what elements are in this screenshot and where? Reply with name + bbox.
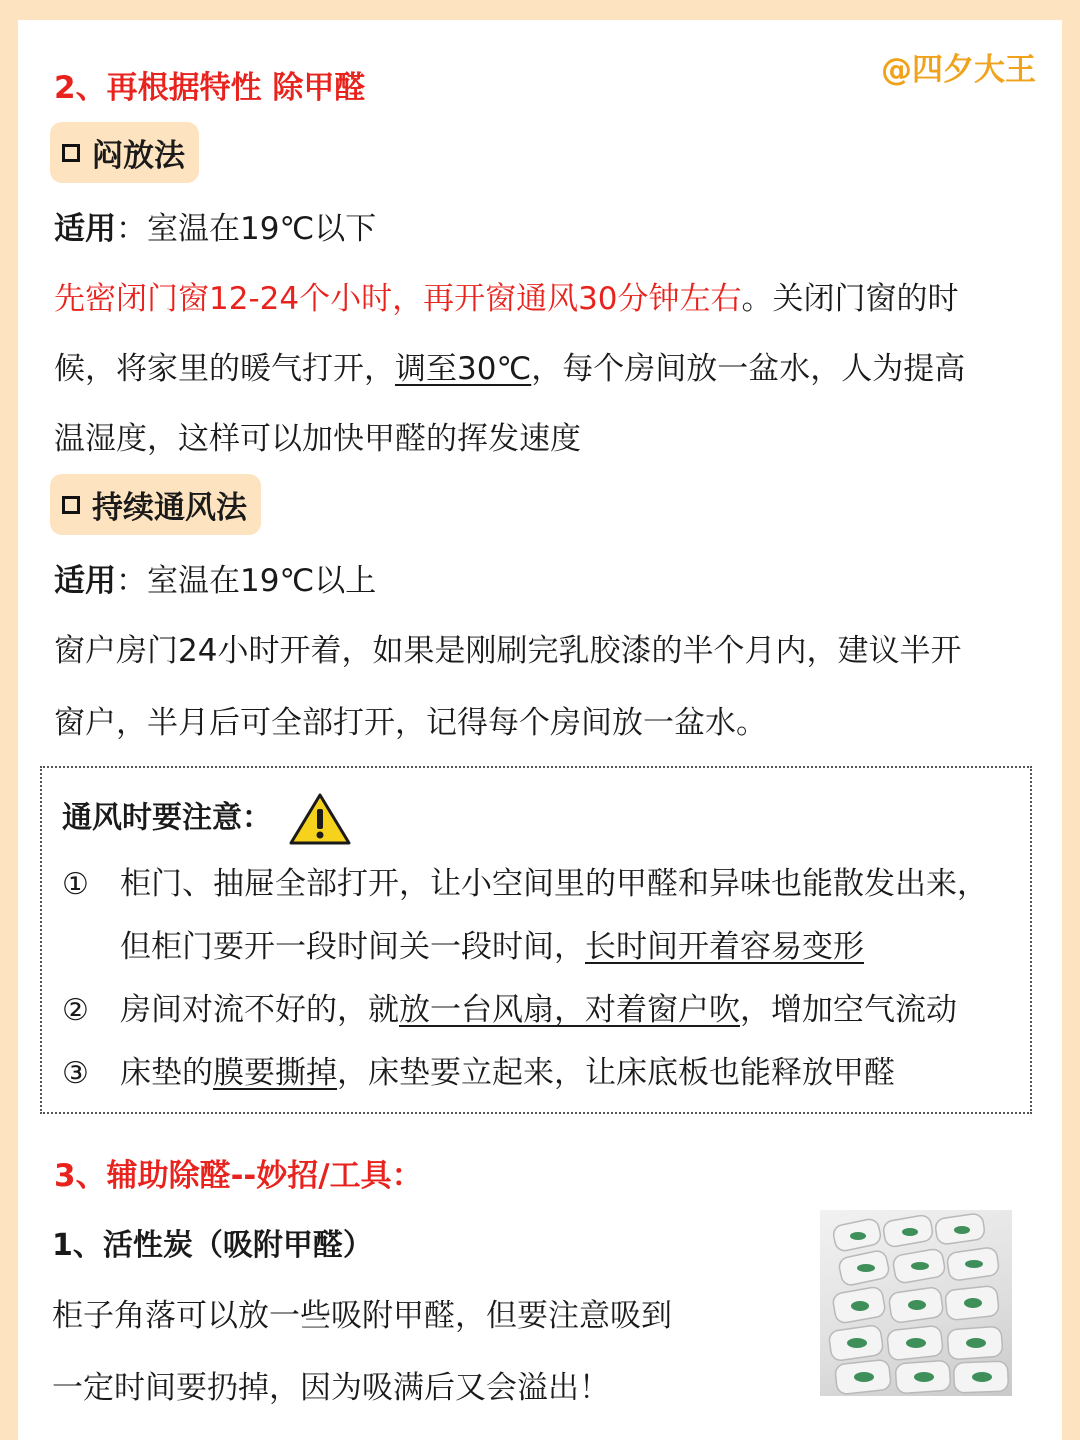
item-text: 床垫的	[120, 1055, 213, 1091]
checkbox-icon	[62, 144, 80, 162]
item-text: ，增加空气流动	[740, 992, 957, 1028]
method1-text-a: 。关闭门窗的时	[741, 281, 959, 317]
watermark: @四夕大王	[881, 52, 1036, 88]
item-text: ，床垫要立起来，让床底板也能释放甲醛	[337, 1055, 895, 1091]
section3-sub1: 1、活性炭（吸附甲醛）	[52, 1228, 373, 1263]
method2-line2: 窗户，半月后可全部打开，记得每个房间放一盆水。	[54, 705, 767, 741]
section3-title: 3、辅助除醛--妙招/工具：	[54, 1158, 423, 1194]
notice-title: 通风时要注意：	[62, 800, 272, 836]
checkbox-icon	[62, 496, 80, 514]
method1-label: 闷放法	[92, 138, 185, 174]
item-underlined: 放一台风扇，对着窗户吹	[399, 992, 740, 1028]
item-text: 柜门、抽屉全部打开，让小空间里的甲醛和异味也能散发出来，	[120, 866, 988, 902]
item-number: ②	[62, 993, 89, 1028]
notice-item-2	[62, 984, 957, 1029]
method1-line3: 温湿度，这样可以加快甲醛的挥发速度	[54, 421, 581, 457]
section3-line2: 一定时间要扔掉，因为吸满后又会溢出！	[52, 1370, 610, 1406]
item-underlined: 膜要撕掉	[213, 1055, 337, 1091]
warning-icon	[288, 792, 352, 846]
applicable-value: ：室温在19℃以下	[116, 211, 377, 247]
charcoal-bags-image	[820, 1210, 1012, 1396]
method1-line1	[54, 273, 959, 318]
method2-pill	[50, 474, 261, 535]
item-number: ①	[62, 867, 89, 902]
notice-item-1	[62, 858, 988, 903]
item-text: 但柜门要开一段时间关一段时间，	[120, 929, 585, 965]
method2-line1: 窗户房门24小时开着，如果是刚刷完乳胶漆的半个月内，建议半开	[54, 633, 962, 669]
item-text: 房间对流不好的，就	[120, 992, 399, 1028]
method1-pill	[50, 122, 199, 183]
applicable-value: ：室温在19℃以上	[116, 563, 377, 599]
section2-title: 2、再根据特性 除甲醛	[54, 70, 366, 106]
notice-title-row	[62, 792, 352, 846]
notice-item-1-line2	[120, 921, 864, 966]
method2-applicable	[54, 555, 376, 600]
method2-label: 持续通风法	[92, 490, 247, 526]
method1-text-c: ，每个房间放一盆水，人为提高	[531, 351, 966, 387]
item-underlined: 长时间开着容易变形	[585, 929, 864, 965]
section3-line1: 柜子角落可以放一些吸附甲醛，但要注意吸到	[52, 1298, 672, 1334]
applicable-label: 适用	[54, 563, 116, 599]
method1-underlined: 调至30℃	[395, 351, 532, 387]
method1-text-b: 候，将家里的暖气打开，	[54, 351, 395, 387]
method1-line2	[54, 343, 965, 388]
notice-item-3	[62, 1047, 895, 1092]
method1-red-text: 先密闭门窗12-24个小时，再开窗通风30分钟左右	[54, 281, 742, 317]
charcoal-bags-drawing	[820, 1210, 1012, 1396]
item-number: ③	[62, 1056, 89, 1091]
applicable-label: 适用	[54, 211, 116, 247]
method1-applicable	[54, 203, 376, 248]
